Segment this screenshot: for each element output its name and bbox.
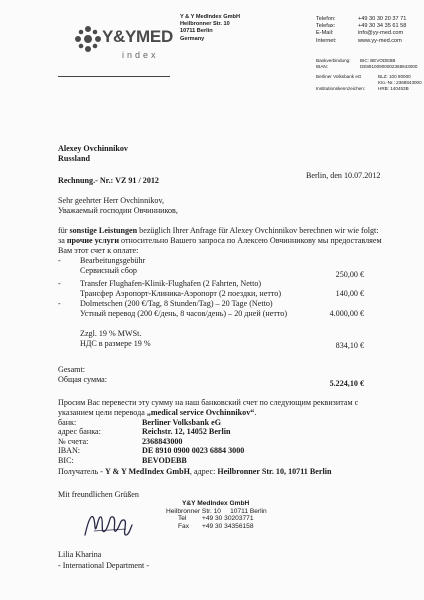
payee-company: Y & Y MedIndex GmbH (104, 467, 190, 476)
bank-value: BEVODEBB (142, 455, 187, 465)
vat-amount: 834,10 € (335, 341, 364, 350)
company-logo (72, 20, 190, 70)
stamp-phone-label: Tel (178, 515, 187, 523)
bank-header-value: DE89100900002368843000 (360, 64, 418, 69)
place-date: Berlin, den 10.07.2012 (306, 171, 381, 180)
logo-sub: index (122, 50, 159, 60)
signer-department: - International Department - (58, 561, 150, 570)
contact-row (316, 23, 406, 30)
bank-header-row (316, 86, 422, 92)
vat-ru: НДС в размере 19 % (80, 339, 151, 348)
bank-label: № счета: (58, 436, 89, 446)
bank-value: DE 8910 0900 0023 6884 3000 (142, 446, 245, 456)
intro-bold: прочие услуги (66, 236, 119, 245)
stamp-address: Heilbronner Str. 10 10711 Berlin (166, 507, 267, 515)
company-stamp (166, 500, 267, 530)
item-amount: 250,00 € (335, 270, 364, 279)
company-line: Y & Y MedIndex GmbH (180, 14, 240, 20)
item-ru: Сервисный сбор (80, 266, 137, 275)
recipient-country: Russland (58, 154, 90, 163)
item-dash: - (58, 279, 61, 288)
bank-header-row (316, 64, 422, 70)
stamp-fax: +49 30 34356158 (202, 522, 254, 530)
bank-label: банк: (58, 418, 77, 427)
company-address (180, 14, 240, 43)
intro-line-de (58, 226, 379, 236)
bank-row (58, 456, 244, 465)
stamp-title: Y&Y MedIndex GmbH (182, 500, 250, 507)
total-amount: 5.224,10 € (329, 379, 364, 388)
intro-line-ru (58, 236, 382, 246)
transfer-text: . (254, 408, 257, 417)
bank-details (58, 418, 244, 465)
bank-header-label: Bankverbindung: (316, 58, 351, 63)
stamp-phone: +49 30 30203771 (202, 515, 254, 523)
vat-de: Zzgl. 19 % MWSt. (80, 329, 142, 338)
transfer-line-1: Просим Вас перевести эту сумму на наш банковский счет по следующим реквизитам с (58, 398, 359, 407)
stamp-fax-row (166, 523, 267, 531)
bank-header-value: BIC: BEVODEBB (360, 58, 396, 63)
logo-brand: Y&YMED (102, 27, 173, 46)
bank-label: IBAN: (58, 446, 81, 456)
stamp-fax-label: Fax (178, 522, 189, 530)
payee-address: Heilbronner Str. 10, 10711 Berlin (217, 467, 332, 476)
item-amount: 4.000,00 € (329, 309, 364, 318)
bank-value: Reichstr. 12, 14052 Berlin (142, 427, 231, 437)
bank-value: Berliner Volksbank eG (142, 418, 222, 427)
greeting-de: Sehr geehrter Herr Ovchinnikov, (58, 196, 165, 205)
recipient-name: Alexey Ovchinnikov (58, 144, 128, 153)
intro-text: für (58, 226, 70, 235)
company-line: 10711 Berlin (180, 28, 213, 35)
contact-value: +49 30 30 20 37 71 (358, 16, 407, 22)
total-ru: Общая сумма: (58, 375, 107, 384)
item-ru: Устный перевод (200 €/день, 8 часов/день) – 20 дней (нетто) (80, 309, 288, 318)
handwritten-signature (82, 505, 134, 545)
bank-value: 2368843000 (142, 436, 183, 446)
item-amount: 140,00 € (335, 289, 364, 298)
bank-header-value: HRB: 140453B (378, 86, 409, 91)
invoice-number: Rechnung.- Nr.: VZ 91 / 2012 (58, 176, 159, 185)
contact-value: +49 30 34 35 61 58 (358, 23, 407, 30)
contact-label: Telefax: (316, 23, 336, 30)
company-line: Germany (180, 35, 205, 42)
item-ru: Трансфер Аэропорт-Клиника-Аэропорт (2 поездки, нетто) (80, 289, 282, 298)
bank-row (58, 437, 244, 446)
closing: Mit freundlichen Grüßen (58, 490, 139, 499)
item-dash: - (58, 256, 61, 265)
payee-line (58, 467, 331, 477)
contact-label: Internet: (316, 37, 337, 44)
logo-divider (58, 76, 170, 77)
intro-bold: sonstige Leistungen (69, 226, 138, 235)
bank-header-value: Kto.-Nr.: 2368843000 (378, 80, 422, 85)
contact-value: info@yy-med.com (358, 30, 404, 37)
star-logo-icon (74, 25, 102, 53)
bank-row (58, 446, 244, 455)
transfer-purpose: „medical service Ovchinnikov“ (146, 408, 255, 417)
contact-row (316, 16, 406, 23)
total-de: Gesamt: (58, 365, 85, 374)
bank-label: BIC: (58, 455, 74, 465)
contact-label: Telefon: (316, 16, 336, 22)
company-line: Heilbronner Str. 10 (180, 21, 230, 28)
intro-text: относительно Вашего запроса по Алексею Овчинникову мы предоставляем (119, 236, 382, 245)
bank-row (58, 427, 244, 436)
contact-row (316, 38, 406, 45)
payee-text: , адрес: (189, 467, 218, 476)
item-de: Dolmetschen (200 €/Tag, 8 Stunden/Tag) – 20 Tage (Netto) (80, 299, 273, 308)
bank-header-label: Institutionskennzeichen: (316, 86, 366, 91)
bank-label: адрес банка: (58, 427, 101, 437)
payee-text: Получатель - (58, 467, 105, 476)
item-dash: - (58, 299, 61, 308)
contact-row (316, 30, 406, 37)
item-de: Transfer Flughafen-Klinik-Flughafen (2 Fahrten, Netto) (80, 279, 262, 288)
intro-text: за (58, 236, 67, 245)
item-de: Bearbeitungsgebühr (80, 256, 146, 265)
intro-text: bezüglich Ihrer Anfrage für Alexey Ovchinnikov berechnen wir wie folgt: (137, 226, 379, 235)
bank-header-info (316, 58, 422, 92)
transfer-line-2 (58, 408, 256, 418)
bank-header-label: Berliner Volksbank eG (316, 74, 362, 79)
greeting-ru: Уважаемый господин Овчинников, (58, 206, 178, 215)
stamp-phone-row (166, 515, 267, 523)
transfer-text: указанием цели перевода (58, 408, 147, 417)
contact-value: www.yy-med.com (358, 37, 402, 44)
contact-label: E-Mail: (316, 30, 334, 37)
bank-header-label: IBAN: (316, 64, 328, 69)
intro-line-ru-2: Вам этот счет к оплате: (58, 246, 139, 255)
company-contacts (316, 16, 406, 45)
signer-name: Lilia Kharina (58, 550, 102, 559)
bank-header-value: BLZ: 100 90000 (378, 74, 411, 79)
bank-row (58, 418, 244, 427)
